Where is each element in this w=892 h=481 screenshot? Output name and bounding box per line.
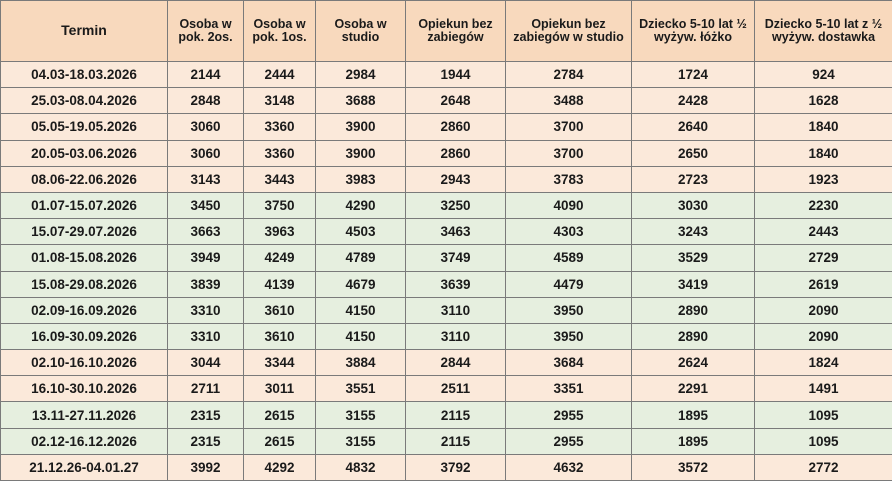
cell-price: 3155 (316, 428, 406, 454)
cell-term: 02.12-16.12.2026 (1, 428, 168, 454)
table-header (1, 1, 892, 62)
cell-term: 16.10-30.10.2026 (1, 376, 168, 402)
cell-price: 3529 (632, 245, 755, 271)
cell-price: 1095 (755, 428, 892, 454)
cell-price: 3983 (316, 166, 406, 192)
cell-price: 4150 (316, 297, 406, 323)
cell-price: 4303 (506, 219, 632, 245)
cell-term: 15.07-29.07.2026 (1, 219, 168, 245)
cell-price: 3488 (506, 88, 632, 114)
cell-price: 4479 (506, 271, 632, 297)
cell-price: 2984 (316, 62, 406, 88)
cell-price: 3110 (406, 297, 506, 323)
cell-price: 3792 (406, 454, 506, 480)
cell-price: 3250 (406, 192, 506, 218)
cell-price: 3684 (506, 350, 632, 376)
cell-term: 16.09-30.09.2026 (1, 323, 168, 349)
column-header-opiekun-bez-zabiegow: Opiekun bez zabiegów (406, 1, 506, 62)
cell-price: 2844 (406, 350, 506, 376)
cell-term: 25.03-08.04.2026 (1, 88, 168, 114)
cell-price: 2955 (506, 428, 632, 454)
cell-price: 4150 (316, 323, 406, 349)
cell-price: 3950 (506, 323, 632, 349)
cell-price: 2890 (632, 297, 755, 323)
table-row (1, 88, 892, 114)
cell-term: 05.05-19.05.2026 (1, 114, 168, 140)
cell-price: 3700 (506, 140, 632, 166)
cell-price: 2890 (632, 323, 755, 349)
cell-price: 3148 (244, 88, 316, 114)
table-header-row (1, 1, 892, 62)
cell-price: 3351 (506, 376, 632, 402)
cell-price: 2640 (632, 114, 755, 140)
cell-price: 2955 (506, 402, 632, 428)
table-row (1, 428, 892, 454)
cell-price: 1491 (755, 376, 892, 402)
cell-price: 2624 (632, 350, 755, 376)
cell-price: 3310 (168, 297, 244, 323)
cell-price: 3992 (168, 454, 244, 480)
cell-price: 3688 (316, 88, 406, 114)
cell-price: 3419 (632, 271, 755, 297)
table-row (1, 271, 892, 297)
cell-price: 2315 (168, 402, 244, 428)
cell-term: 04.03-18.03.2026 (1, 62, 168, 88)
cell-price: 1724 (632, 62, 755, 88)
cell-price: 1895 (632, 428, 755, 454)
cell-price: 2648 (406, 88, 506, 114)
cell-price: 4679 (316, 271, 406, 297)
cell-price: 3360 (244, 140, 316, 166)
cell-price: 3900 (316, 140, 406, 166)
cell-price: 1840 (755, 140, 892, 166)
cell-price: 4292 (244, 454, 316, 480)
cell-price: 3783 (506, 166, 632, 192)
cell-price: 2230 (755, 192, 892, 218)
cell-price: 3011 (244, 376, 316, 402)
cell-price: 3884 (316, 350, 406, 376)
column-header-termin: Termin (1, 1, 168, 62)
cell-price: 3155 (316, 402, 406, 428)
table-row (1, 166, 892, 192)
cell-price: 4632 (506, 454, 632, 480)
cell-price: 3044 (168, 350, 244, 376)
cell-price: 2848 (168, 88, 244, 114)
cell-price: 2090 (755, 297, 892, 323)
cell-price: 3963 (244, 219, 316, 245)
table-row (1, 402, 892, 428)
cell-price: 2115 (406, 428, 506, 454)
table-row (1, 192, 892, 218)
cell-price: 2729 (755, 245, 892, 271)
cell-price: 2615 (244, 428, 316, 454)
cell-price: 3344 (244, 350, 316, 376)
cell-price: 4789 (316, 245, 406, 271)
column-header-osoba-pok-2os: Osoba w pok. 2os. (168, 1, 244, 62)
cell-price: 3839 (168, 271, 244, 297)
cell-price: 3610 (244, 297, 316, 323)
table-body (1, 62, 892, 481)
cell-price: 4503 (316, 219, 406, 245)
cell-term: 08.06-22.06.2026 (1, 166, 168, 192)
cell-price: 3700 (506, 114, 632, 140)
column-header-osoba-studio: Osoba w studio (316, 1, 406, 62)
cell-price: 3450 (168, 192, 244, 218)
cell-price: 3243 (632, 219, 755, 245)
table-row (1, 297, 892, 323)
cell-price: 2619 (755, 271, 892, 297)
cell-price: 1895 (632, 402, 755, 428)
cell-term: 13.11-27.11.2026 (1, 402, 168, 428)
cell-price: 1840 (755, 114, 892, 140)
cell-term: 01.08-15.08.2026 (1, 245, 168, 271)
cell-price: 2115 (406, 402, 506, 428)
cell-price: 3310 (168, 323, 244, 349)
column-header-opiekun-bez-zabiegow-studio: Opiekun bez zabiegów w studio (506, 1, 632, 62)
cell-price: 4832 (316, 454, 406, 480)
cell-price: 3551 (316, 376, 406, 402)
cell-price: 1824 (755, 350, 892, 376)
column-header-osoba-pok-1os: Osoba w pok. 1os. (244, 1, 316, 62)
cell-price: 4249 (244, 245, 316, 271)
cell-price: 4139 (244, 271, 316, 297)
column-header-dziecko-dostawka: Dziecko 5-10 lat z ½ wyżyw. dostawka (755, 1, 892, 62)
table-row (1, 219, 892, 245)
cell-price: 4589 (506, 245, 632, 271)
cell-price: 3060 (168, 140, 244, 166)
cell-price: 2860 (406, 140, 506, 166)
cell-price: 3572 (632, 454, 755, 480)
cell-term: 21.12.26-04.01.27 (1, 454, 168, 480)
cell-price: 2943 (406, 166, 506, 192)
cell-price: 2144 (168, 62, 244, 88)
cell-price: 2723 (632, 166, 755, 192)
cell-price: 2784 (506, 62, 632, 88)
table-row (1, 245, 892, 271)
cell-price: 2090 (755, 323, 892, 349)
cell-price: 3443 (244, 166, 316, 192)
cell-price: 1628 (755, 88, 892, 114)
cell-term: 15.08-29.08.2026 (1, 271, 168, 297)
cell-price: 2650 (632, 140, 755, 166)
cell-price: 2291 (632, 376, 755, 402)
cell-term: 20.05-03.06.2026 (1, 140, 168, 166)
cell-price: 3639 (406, 271, 506, 297)
table-row (1, 140, 892, 166)
table-row (1, 454, 892, 480)
cell-price: 2443 (755, 219, 892, 245)
cell-price: 1095 (755, 402, 892, 428)
cell-price: 3030 (632, 192, 755, 218)
cell-term: 02.09-16.09.2026 (1, 297, 168, 323)
cell-term: 02.10-16.10.2026 (1, 350, 168, 376)
cell-price: 2428 (632, 88, 755, 114)
cell-price: 3110 (406, 323, 506, 349)
cell-price: 1923 (755, 166, 892, 192)
table-row (1, 114, 892, 140)
cell-price: 3663 (168, 219, 244, 245)
cell-price: 2711 (168, 376, 244, 402)
cell-price: 3900 (316, 114, 406, 140)
cell-price: 3143 (168, 166, 244, 192)
table-row (1, 62, 892, 88)
cell-price: 2615 (244, 402, 316, 428)
cell-price: 3949 (168, 245, 244, 271)
cell-price: 2860 (406, 114, 506, 140)
cell-price: 2315 (168, 428, 244, 454)
table-row (1, 376, 892, 402)
cell-price: 2511 (406, 376, 506, 402)
cell-price: 3950 (506, 297, 632, 323)
cell-price: 4290 (316, 192, 406, 218)
cell-price: 4090 (506, 192, 632, 218)
table-row (1, 350, 892, 376)
cell-price: 2444 (244, 62, 316, 88)
cell-price: 3610 (244, 323, 316, 349)
column-header-dziecko-lozko: Dziecko 5-10 lat ½ wyżyw. łóżko (632, 1, 755, 62)
cell-price: 3750 (244, 192, 316, 218)
cell-price: 924 (755, 62, 892, 88)
cell-price: 3463 (406, 219, 506, 245)
cell-price: 2772 (755, 454, 892, 480)
cell-price: 1944 (406, 62, 506, 88)
cell-price: 3060 (168, 114, 244, 140)
cell-term: 01.07-15.07.2026 (1, 192, 168, 218)
cell-price: 3749 (406, 245, 506, 271)
cell-price: 3360 (244, 114, 316, 140)
table-row (1, 323, 892, 349)
